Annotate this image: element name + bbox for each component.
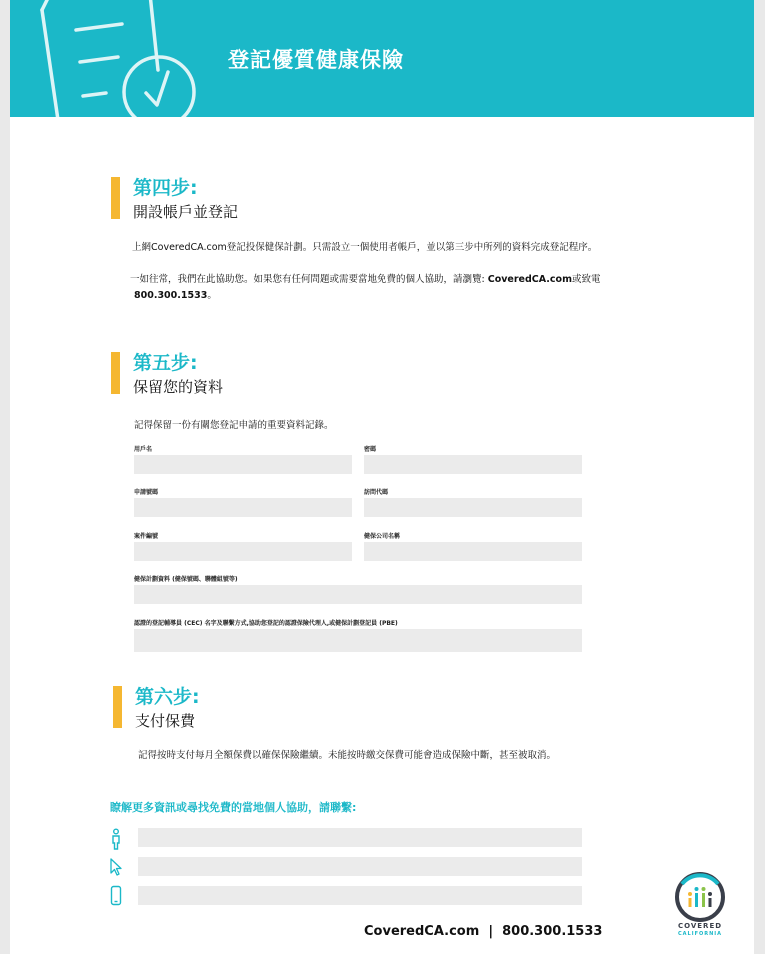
step4-paragraph-1: 上網CoveredCA.com登記投保健保計劃。只需設立一個使用者帳戶，並以第三步中所列的資料完成登記程序。	[132, 242, 598, 253]
footer-contact: CoveredCA.com | 800.300.1533	[364, 924, 603, 939]
contact-website-field[interactable]	[138, 857, 582, 876]
helper-info-field[interactable]	[134, 629, 582, 652]
application-number-label: 申請號碼	[134, 489, 159, 496]
step4-para2-or: 或致電	[571, 274, 601, 285]
step-accent-bar	[111, 352, 120, 394]
step4-title: 開設帳戶並登記	[133, 203, 239, 221]
logo-text-covered: COVERED	[677, 922, 723, 930]
header-banner	[10, 0, 754, 117]
step6-number: 第六步:	[135, 686, 200, 708]
application-number-field[interactable]	[134, 498, 352, 517]
website-link[interactable]: CoveredCA.com	[487, 274, 572, 285]
step5-title: 保留您的資料	[133, 378, 224, 396]
phone-number[interactable]: 800.300.1533	[134, 290, 208, 301]
contact-phone-field[interactable]	[138, 886, 582, 905]
cursor-icon	[109, 857, 123, 877]
person-icon	[109, 828, 123, 850]
covered-california-logo	[668, 870, 732, 940]
step-accent-bar	[111, 177, 120, 219]
step4-paragraph-2	[130, 272, 675, 304]
step4-number: 第四步:	[133, 177, 198, 199]
phone-icon	[109, 885, 123, 907]
username-field[interactable]	[134, 455, 352, 474]
plan-info-field[interactable]	[134, 585, 582, 604]
logo-text-california: CALIFORNIA	[677, 931, 723, 937]
case-number-label: 案件編號	[134, 533, 159, 540]
contact-heading: 瞭解更多資訊或尋找免費的當地個人協助，請聯繫:	[110, 801, 357, 814]
page	[10, 0, 754, 954]
access-code-field[interactable]	[364, 498, 582, 517]
insurer-name-label: 健保公司名稱	[364, 533, 401, 540]
step5-number: 第五步:	[133, 352, 198, 374]
step4-para2-end: 。	[207, 290, 217, 301]
contact-person-field[interactable]	[138, 828, 582, 847]
step-accent-bar	[113, 686, 122, 728]
step4-para2-text: 一如往常，我們在此協助您。如果您有任何問題或需要當地免費的個人協助，請瀏覽:	[130, 274, 488, 285]
step5-intro: 記得保留一份有關您登記申請的重要資料記錄。	[134, 420, 334, 431]
step6-paragraph: 記得按時支付每月全額保費以確保保險繼續。未能按時繳交保費可能會造成保險中斷，甚至被取消。	[138, 750, 557, 761]
password-label: 密碼	[364, 446, 377, 453]
plan-info-label: 健保計劃資料 (健保號碼、聯體組號等)	[134, 576, 238, 583]
insurer-name-field[interactable]	[364, 542, 582, 561]
page-title: 登記優質健康保險	[228, 48, 404, 72]
password-field[interactable]	[364, 455, 582, 474]
case-number-field[interactable]	[134, 542, 352, 561]
helper-info-label: 認證的登記輔導員 (CEC) 名字及聯繫方式,協助您登記的認證保險代理人,或健保計劃登記員 (PBE)	[134, 620, 398, 627]
step6-title: 支付保費	[135, 712, 196, 730]
covered-california-logo-icon	[668, 870, 732, 922]
username-label: 用戶名	[134, 446, 153, 453]
access-code-label: 訪問代碼	[364, 489, 389, 496]
